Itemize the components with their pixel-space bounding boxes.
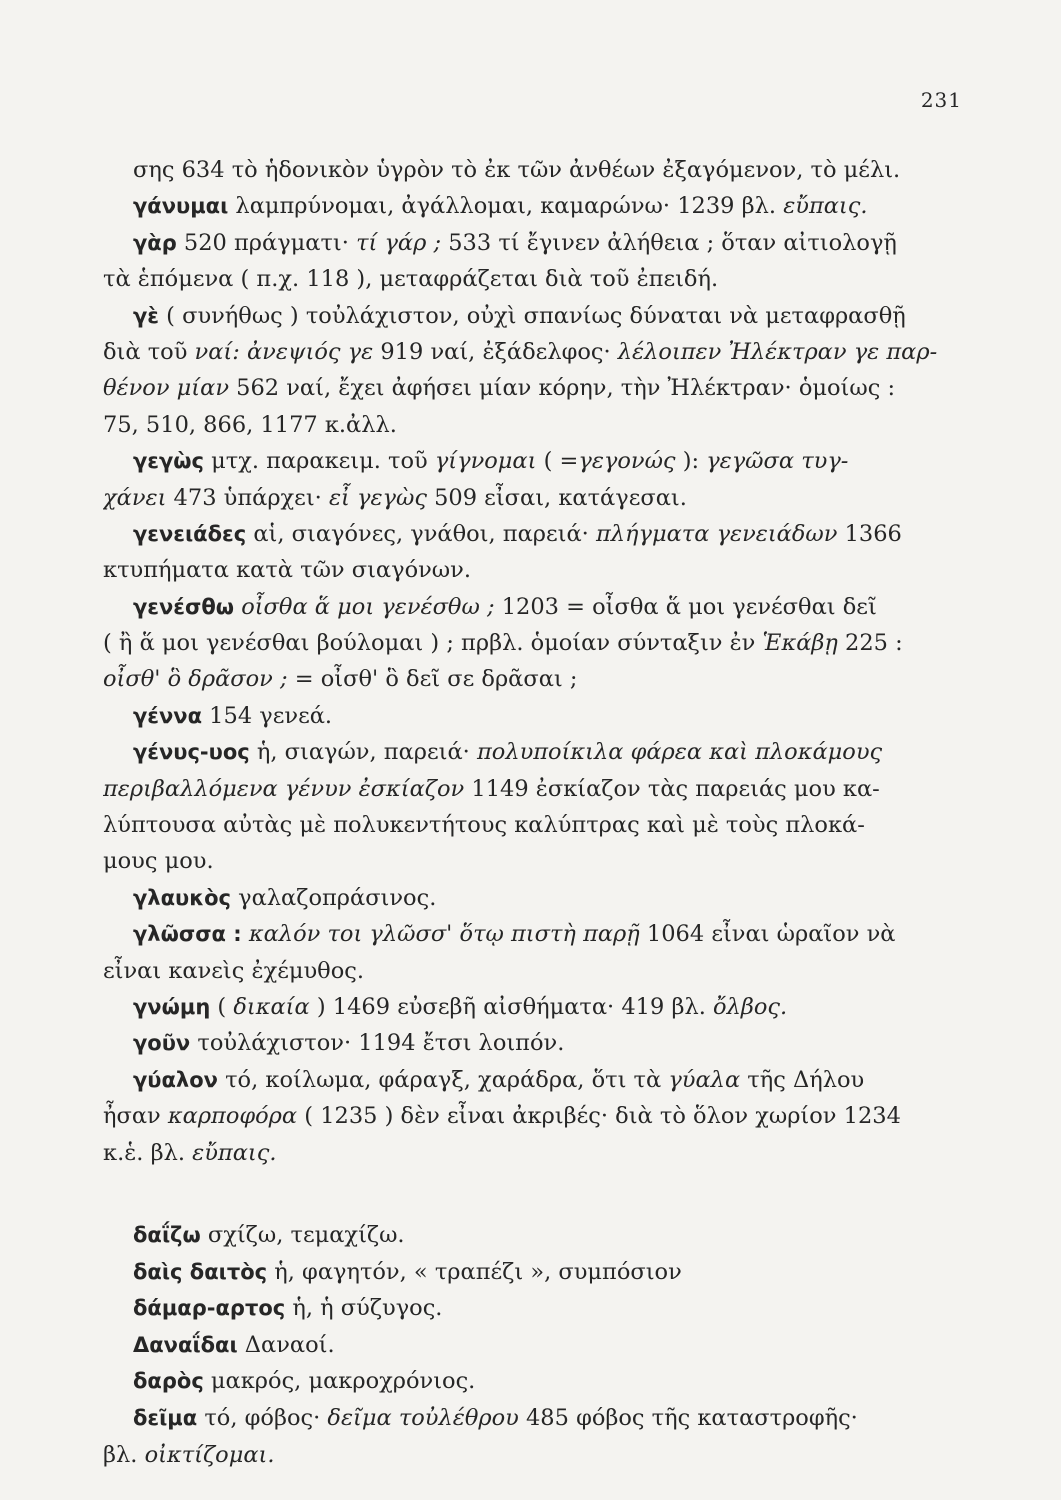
gloss-text: τό, κοίλωμα, φάραγξ, χαράδρα, ὅτι τὰ: [217, 1066, 669, 1093]
quoted-text: θένον μίαν: [103, 375, 229, 402]
headword: γενειάδες: [133, 521, 247, 546]
headword: γύαλον: [133, 1067, 218, 1092]
entry-headline: [103, 880, 953, 916]
dictionary-entry: [103, 734, 953, 880]
dictionary-entry: [103, 1062, 953, 1171]
gloss-text: 225 :: [837, 630, 903, 657]
gloss-text: ( 1235 ) δὲν εἶναι ἀκριβές· διὰ τὸ ὅλον χωρίον 1234: [297, 1103, 901, 1130]
headword: γὲ: [133, 303, 159, 328]
entry-headline: [103, 443, 953, 479]
gloss-text: σχίζω, τεμαχίζω.: [200, 1221, 405, 1248]
entry-headline: [103, 1363, 953, 1400]
quoted-text: καλόν τοι γλῶσσ' ὅτῳ πιστὴ παρῇ: [248, 921, 640, 948]
headword: Δαναΐδαι: [133, 1332, 238, 1357]
gloss-text: βλ.: [103, 1441, 145, 1468]
gloss-text: τῆς Δήλου: [740, 1066, 865, 1093]
gloss-text: 1064 εἶναι ὡραῖον νὰ: [639, 921, 896, 948]
glossary-section-delta: [103, 1217, 953, 1473]
entry-headline: [103, 225, 953, 261]
entry-headline: [103, 989, 953, 1025]
entry-continuation-line: [103, 1437, 953, 1474]
dictionary-entry: [103, 443, 953, 516]
dictionary-entry: [103, 1290, 953, 1327]
gloss-text: γαλαζοπράσινος.: [231, 884, 437, 911]
entry-headline: [103, 1327, 953, 1364]
gloss-text: λαμπρύνομαι, ἀγάλλομαι, καμαρώνω· 1239 βλ.: [228, 193, 784, 220]
quoted-text: οἶσθα ἅ μοι γενέσθω ;: [241, 593, 495, 620]
page-number: 231: [920, 88, 962, 112]
entry-continuation-line: [103, 807, 953, 843]
entry-continuation-line: [103, 261, 953, 297]
dictionary-entry: [103, 1217, 953, 1254]
dictionary-entry: [103, 188, 953, 224]
gloss-text: Δαναοί.: [237, 1331, 335, 1358]
gloss-text: 473 ὑπάρχει·: [166, 484, 329, 511]
gloss-text: μους μου.: [103, 848, 214, 875]
headword: δεῖμα: [133, 1405, 198, 1430]
quoted-text: εὔπαις.: [783, 193, 868, 220]
quoted-text: εὔπαις.: [192, 1139, 277, 1166]
gloss-text: = οἶσθ' ὃ δεῖ σε δρᾶσαι ;: [287, 666, 578, 693]
entry-headline: [103, 1400, 953, 1437]
dictionary-entry: [103, 698, 953, 734]
quoted-text: γεγονώς: [578, 448, 676, 475]
entry-headline: [103, 1254, 953, 1291]
entry-continuation-line: [103, 843, 953, 879]
gloss-text: αἱ, σιαγόνες, γνάθοι, παρειά·: [246, 520, 596, 547]
gloss-text: ( συνήθως ) τοὐλάχιστον, οὐχὶ σπανίως δύναται νὰ μεταφρασθῇ: [159, 302, 906, 329]
dictionary-entry: [103, 152, 953, 188]
entry-continuation-line: [103, 1098, 953, 1134]
gloss-text: (: [210, 993, 234, 1020]
dictionary-entry: [103, 916, 953, 989]
quoted-text: ναί: ἀνεψιός γε: [194, 338, 374, 365]
entry-continuation-line: [103, 625, 953, 661]
headword: δαὶς δαιτὸς: [133, 1259, 268, 1284]
entry-headline: [103, 1062, 953, 1098]
entry-headline: [103, 589, 953, 625]
quoted-text: δεῖμα τοὐλέθρου: [327, 1404, 519, 1431]
gloss-text: τὰ ἑπόμενα ( π.χ. 118 ), μεταφράζεται διὰ τοῦ ἐπειδή.: [103, 266, 719, 293]
entry-continuation-line: [103, 552, 953, 588]
quoted-text: γύαλα: [668, 1066, 741, 1093]
entry-headline: [103, 916, 953, 952]
quoted-text: Ἑκάβῃ: [762, 630, 838, 657]
gloss-text: 1149 ἐσκίαζον τὰς παρειάς μου κα-: [464, 775, 880, 802]
headword: δαρὸς: [133, 1369, 204, 1394]
headword: δάμαρ-αρτος: [133, 1296, 286, 1321]
headword: γενέσθω: [133, 594, 235, 619]
dictionary-entry: [103, 1327, 953, 1364]
dictionary-entry: [103, 880, 953, 916]
quoted-text: δικαία: [233, 993, 310, 1020]
quoted-text: λέλοιπεν Ἠλέκτραν γε παρ-: [617, 338, 938, 365]
headword: γένυς-υος: [133, 740, 250, 765]
gloss-text: τοὐλάχιστον· 1194 ἔτσι λοιπόν.: [190, 1030, 565, 1057]
headword: γάνυμαι: [133, 194, 229, 219]
gloss-text: ):: [675, 448, 707, 475]
gloss-text: 562 ναί, ἔχει ἀφήσει μίαν κόρην, τὴν Ἠλέκτραν· ὁμοίως :: [229, 375, 896, 402]
entry-headline: [103, 188, 953, 224]
gloss-text: σης 634 τὸ ἡδονικὸν ὑγρὸν τὸ ἐκ τῶν ἀνθέων ἐξαγόμενον, τὸ μέλι.: [133, 157, 901, 183]
gloss-text: ( ἢ ἅ μοι γενέσθαι βούλομαι ) ; πρβλ. ὁμοίαν σύνταξιν ἐν: [103, 630, 763, 657]
quoted-text: οἶσθ' ὃ δρᾶσον ;: [103, 666, 288, 693]
dictionary-entry: [103, 1400, 953, 1473]
quoted-text: οἰκτίζομαι.: [144, 1441, 275, 1468]
dictionary-entry: [103, 589, 953, 698]
quoted-text: εἶ γεγὼς: [328, 484, 427, 511]
dictionary-entry: [103, 1025, 953, 1061]
gloss-text: ) 1469 εὐσεβῆ αἰσθήματα· 419 βλ.: [309, 993, 714, 1020]
quoted-text: ὄλβος.: [713, 993, 788, 1020]
gloss-text: κ.ἑ. βλ.: [103, 1139, 193, 1166]
headword: γλῶσσα :: [133, 922, 242, 947]
gloss-text: 520 πράγματι·: [176, 229, 357, 256]
entry-headline: [103, 734, 953, 770]
headword: γέννα: [133, 703, 203, 728]
headword: δαΐζω: [133, 1222, 201, 1247]
headword: γεγὼς: [133, 449, 204, 474]
entry-headline: [103, 1217, 953, 1254]
quoted-text: πλήγματα γενειάδων: [595, 520, 838, 547]
entry-continuation-line: [103, 370, 953, 406]
entry-headline: [103, 516, 953, 552]
entry-continuation-line: [103, 480, 953, 516]
headword: γλαυκὸς: [133, 885, 231, 910]
dictionary-entry: [103, 298, 953, 444]
quoted-text: περιβαλλόμενα γένυν ἐσκίαζον: [103, 775, 465, 802]
dictionary-entry: [103, 989, 953, 1025]
headword: γνώμη: [133, 994, 211, 1019]
headword: γοῦν: [133, 1031, 191, 1056]
gloss-text: κτυπήματα κατὰ τῶν σιαγόνων.: [103, 557, 471, 584]
dictionary-entry: [103, 1363, 953, 1400]
entry-continuation-line: [103, 1135, 953, 1171]
gloss-text: ( =: [536, 448, 579, 475]
entry-headline: [103, 152, 953, 188]
entry-headline: [103, 1290, 953, 1327]
dictionary-entry: [103, 225, 953, 298]
gloss-text: [242, 921, 249, 947]
quoted-text: τί γάρ ;: [356, 229, 442, 256]
gloss-text: 919 ναί, ἐξάδελφος·: [373, 338, 618, 365]
gloss-text: ἡ, ἡ σύζυγος.: [285, 1295, 443, 1322]
dictionary-entry: [103, 516, 953, 589]
gloss-text: διὰ τοῦ: [103, 338, 195, 365]
page-body: [103, 152, 953, 1473]
entry-headline: [103, 698, 953, 734]
headword: γὰρ: [133, 230, 177, 255]
gloss-text: 533 τί ἔγινεν ἀλήθεια ; ὅταν αἰτιολογῇ: [441, 229, 897, 256]
dictionary-entry: [103, 1254, 953, 1291]
gloss-text: εἶναι κανεὶς ἐχέμυθος.: [103, 957, 365, 984]
entry-headline: [103, 1025, 953, 1061]
section-gap: [103, 1171, 953, 1217]
entry-continuation-line: [103, 334, 953, 370]
gloss-text: 75, 510, 866, 1177 κ.ἀλλ.: [103, 411, 397, 438]
gloss-text: 485 φόβος τῆς καταστροφῆς·: [518, 1404, 858, 1431]
gloss-text: 1366: [837, 520, 902, 547]
entry-continuation-line: [103, 953, 953, 989]
entry-continuation-line: [103, 771, 953, 807]
gloss-text: μτχ. παρακειμ. τοῦ: [204, 448, 435, 475]
gloss-text: ἦσαν: [103, 1103, 168, 1130]
entry-headline: [103, 298, 953, 334]
gloss-text: ἡ, φαγητόν, « τραπέζι », συμπόσιον: [267, 1258, 682, 1285]
gloss-text: ἡ, σιαγών, παρειά·: [249, 739, 477, 766]
gloss-text: 154 γενεά.: [202, 702, 333, 729]
gloss-text: τό, φόβος·: [197, 1404, 328, 1431]
quoted-text: πολυποίκιλα φάρεα καὶ πλοκάμους: [476, 739, 883, 766]
quoted-text: καρποφόρα: [167, 1103, 298, 1130]
entry-continuation-line: [103, 407, 953, 443]
quoted-text: γίγνομαι: [434, 448, 537, 475]
gloss-text: μακρός, μακροχρόνιος.: [203, 1368, 476, 1395]
gloss-text: λύπτουσα αὐτὰς μὲ πολυκεντήτους καλύπτρας καὶ μὲ τοὺς πλοκά-: [103, 812, 865, 839]
gloss-text: 509 εἶσαι, κατάγεσαι.: [426, 484, 687, 511]
gloss-text: 1203 = οἶσθα ἅ μοι γενέσθαι δεῖ: [494, 593, 877, 620]
quoted-text: χάνει: [103, 484, 167, 511]
quoted-text: γεγῶσα τυγ-: [706, 448, 849, 475]
entry-continuation-line: [103, 661, 953, 697]
glossary-section-gamma: [103, 152, 953, 1171]
